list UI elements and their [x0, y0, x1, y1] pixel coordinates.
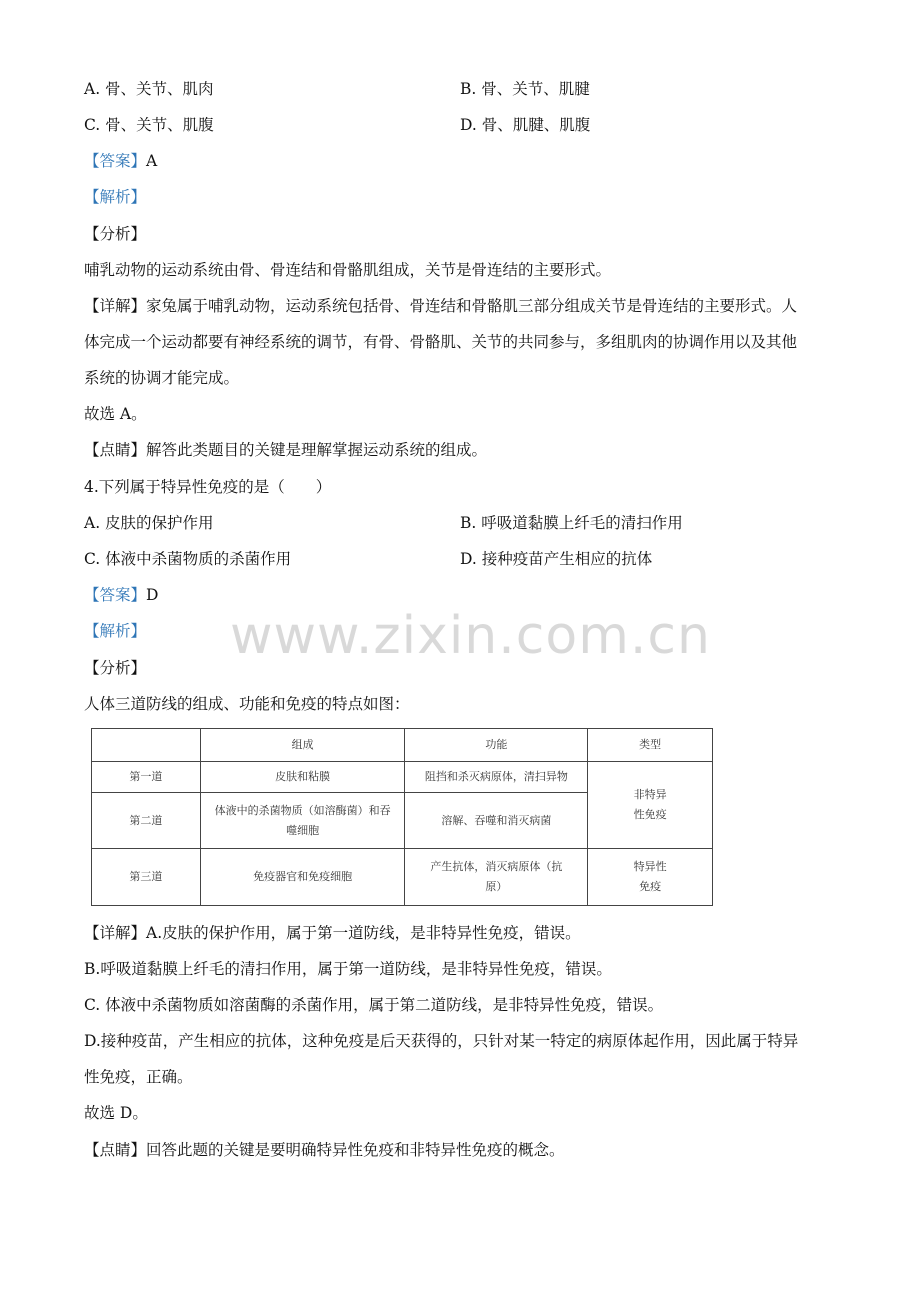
- q3-detail-line3: 系统的协调才能完成。: [84, 369, 240, 387]
- row2-composition-line1: 体液中的杀菌物质（如溶酶菌）和吞: [214, 803, 391, 817]
- q4-fenxi-tag: 【分析】: [84, 659, 147, 677]
- comment-tag: 【点睛】: [84, 1141, 147, 1159]
- q3-answer: [84, 151, 157, 171]
- q3-option-b: B. 骨、关节、肌腱: [460, 80, 590, 98]
- q3-option-c: C. 骨、关节、肌腹: [84, 116, 214, 134]
- q4-detail-b: B.呼吸道黏膜上纤毛的清扫作用，属于第一道防线，是非特异性免疫，错误。: [84, 960, 612, 978]
- q4-analysis-tag: 【解析】: [84, 622, 147, 640]
- q4-detail-c: C. 体液中杀菌物质如溶菌酶的杀菌作用，属于第二道防线，是非特异性免疫，错误。: [84, 996, 664, 1014]
- detail-text: 家兔属于哺乳动物，运动系统包括骨、骨连结和骨骼肌三部分组成关节是骨连结的主要形式。人: [146, 297, 798, 315]
- q4-detail-a: [84, 923, 581, 943]
- q3-option-d: D. 骨、肌腱、肌腹: [460, 116, 591, 134]
- row1-name: 第一道: [92, 762, 201, 793]
- header-cell-type: 类型: [588, 729, 713, 762]
- type-nonspecific: [588, 762, 713, 849]
- row2-composition-line2: 噬细胞: [286, 823, 320, 837]
- q3-comment: [84, 440, 487, 460]
- type-specific-line2: 免疫: [639, 880, 662, 893]
- detail-tag: 【详解】: [84, 297, 147, 315]
- row3-composition: 免疫器官和免疫细胞: [200, 849, 405, 906]
- type-specific-line1: 特异性: [633, 860, 667, 873]
- q4-detail-d1: D.接种疫苗，产生相应的抗体，这种免疫是后天获得的，只针对某一特定的病原体起作用，因此属于特异: [84, 1032, 799, 1050]
- row2-name: 第二道: [92, 793, 201, 849]
- header-cell-empty: [92, 729, 201, 762]
- type-nonspecific-line1: 非特异: [633, 788, 667, 801]
- q4-fenxi-text: 人体三道防线的组成、功能和免疫的特点如图：: [84, 695, 410, 713]
- row2-composition: [200, 793, 405, 849]
- q4-option-d: D. 接种疫苗产生相应的抗体: [460, 550, 653, 568]
- q3-fenxi-text: 哺乳动物的运动系统由骨、骨连结和骨骼肌组成，关节是骨连结的主要形式。: [84, 261, 612, 279]
- table-row: [92, 849, 713, 906]
- q4-option-c: C. 体液中杀菌物质的杀菌作用: [84, 550, 292, 568]
- answer-tag: 【答案】: [84, 152, 147, 170]
- q4-comment: [84, 1140, 565, 1160]
- watermark: www.zixin.com.cn: [230, 606, 711, 666]
- header-cell-function: 功能: [405, 729, 588, 762]
- q4-detail-d2: 性免疫，正确。: [84, 1068, 193, 1086]
- comment-text: 回答此题的关键是要明确特异性免疫和非特异性免疫的概念。: [146, 1141, 565, 1159]
- q4-question: 4.下列属于特异性免疫的是（ ）: [84, 478, 332, 496]
- comment-text: 解答此类题目的关键是理解掌握运动系统的组成。: [146, 441, 488, 459]
- type-nonspecific-line2: 性免疫: [633, 808, 667, 821]
- row3-name: 第三道: [92, 849, 201, 906]
- answer-value: A: [146, 152, 158, 170]
- table-row: [92, 762, 713, 793]
- q4-option-a: A. 皮肤的保护作用: [84, 514, 214, 532]
- detail-tag: 【详解】: [84, 924, 147, 942]
- row2-function: 溶解、吞噬和消灭病菌: [405, 793, 588, 849]
- q3-choose: 故选 A。: [84, 405, 147, 423]
- answer-tag: 【答案】: [84, 586, 147, 604]
- q3-detail-line2: 体完成一个运动都要有神经系统的调节，有骨、骨骼肌、关节的共同参与，多组肌肉的协调作用以及其他: [84, 333, 798, 351]
- row3-function-line2: 原）: [485, 880, 508, 893]
- q3-detail-line1: [84, 296, 797, 316]
- row3-function: [405, 849, 588, 906]
- q3-fenxi-tag: 【分析】: [84, 225, 147, 243]
- q4-answer: [84, 585, 158, 605]
- row1-composition: 皮肤和粘膜: [200, 762, 405, 793]
- type-specific: [588, 849, 713, 906]
- answer-value: D: [146, 586, 159, 604]
- comment-tag: 【点睛】: [84, 441, 147, 459]
- q4-choose: 故选 D。: [84, 1104, 148, 1122]
- defense-lines-table: [91, 728, 713, 906]
- q3-analysis-tag: 【解析】: [84, 188, 147, 206]
- q4-option-b: B. 呼吸道黏膜上纤毛的清扫作用: [460, 514, 683, 532]
- q3-option-a: A. 骨、关节、肌肉: [84, 80, 214, 98]
- header-cell-composition: 组成: [200, 729, 405, 762]
- detail-text: A.皮肤的保护作用，属于第一道防线，是非特异性免疫，错误。: [146, 924, 581, 942]
- table-header-row: [92, 729, 713, 762]
- row3-function-line1: 产生抗体，消灭病原体（抗: [430, 860, 563, 873]
- row1-function: 阻挡和杀灭病原体，清扫异物: [405, 762, 588, 793]
